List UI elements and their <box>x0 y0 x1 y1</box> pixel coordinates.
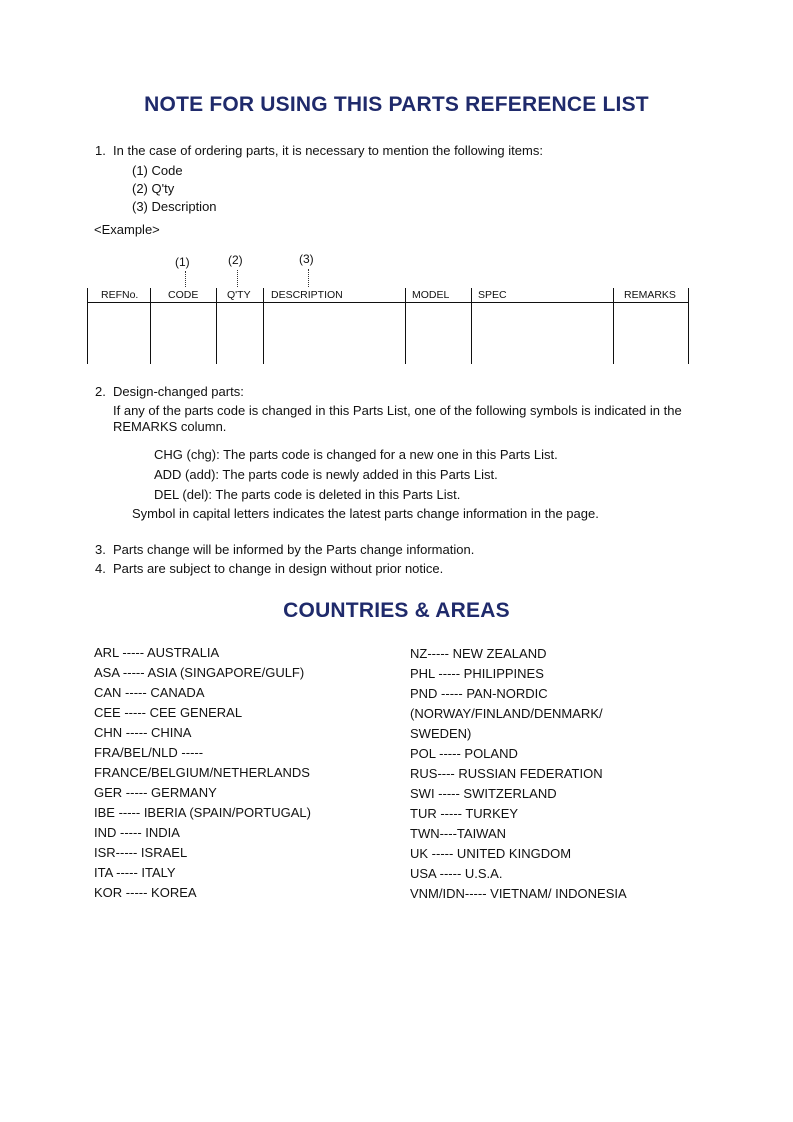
country-item: ARL ----- AUSTRALIA <box>94 645 220 660</box>
country-item: ITA ----- ITALY <box>94 865 176 880</box>
countries-title: COUNTRIES & AREAS <box>283 599 510 622</box>
header-remarks: REMARKS <box>624 289 676 301</box>
table-col-line <box>87 288 88 364</box>
country-item: SWI ----- SWITZERLAND <box>410 786 557 801</box>
country-item: TWN----TAIWAN <box>410 826 507 841</box>
header-model: MODEL <box>412 289 450 301</box>
section-2-number: 2. <box>95 384 106 399</box>
symbol-del: DEL (del): The parts code is deleted in this Parts List. <box>154 487 461 502</box>
country-item: ISR----- ISRAEL <box>94 845 188 860</box>
section-2-heading: Design-changed parts: <box>113 384 244 399</box>
header-ref: REFNo. <box>101 289 139 301</box>
country-item: VNM/IDN----- VIETNAM/ INDONESIA <box>410 886 627 901</box>
section-4 <box>95 561 443 576</box>
symbol-add: ADD (add): The parts code is newly added in this Parts List. <box>154 467 498 482</box>
table-col-line <box>216 288 217 364</box>
table-col-line <box>405 288 406 364</box>
country-item: ASA ----- ASIA (SINGAPORE/GULF) <box>94 665 305 680</box>
marker-2-leader <box>237 270 238 287</box>
country-item: FRA/BEL/NLD ----- <box>94 745 204 760</box>
section-2-note: Symbol in capital letters indicates the latest parts change information in the page. <box>132 506 599 521</box>
section-4-number: 4. <box>95 561 106 576</box>
table-header-rule <box>87 302 689 303</box>
table-col-line <box>263 288 264 364</box>
section-3 <box>95 542 474 557</box>
header-description: DESCRIPTION <box>271 289 343 301</box>
section-2 <box>95 384 244 399</box>
country-item: SWEDEN) <box>410 726 472 741</box>
header-spec: SPEC <box>478 289 507 301</box>
item-code: (1) Code <box>132 163 183 178</box>
marker-2: (2) <box>228 253 243 267</box>
symbol-chg: CHG (chg): The parts code is changed for a new one in this Parts List. <box>154 447 558 462</box>
section-2-line-2: REMARKS column. <box>113 419 227 434</box>
section-1 <box>95 143 543 158</box>
item-qty: (2) Q'ty <box>132 181 175 196</box>
section-3-text: Parts change will be informed by the Parts change information. <box>113 542 475 557</box>
country-item: IND ----- INDIA <box>94 825 180 840</box>
country-item: CAN ----- CANADA <box>94 685 205 700</box>
section-2-line-1: If any of the parts code is changed in this Parts List, one of the following symbols is indicated in the <box>113 403 682 418</box>
country-item: POL ----- POLAND <box>410 746 518 761</box>
country-item: CEE ----- CEE GENERAL <box>94 705 243 720</box>
country-item: IBE ----- IBERIA (SPAIN/PORTUGAL) <box>94 805 311 820</box>
example-label: <Example> <box>94 222 160 237</box>
country-item: GER ----- GERMANY <box>94 785 217 800</box>
marker-3-leader <box>308 269 309 287</box>
country-item: NZ----- NEW ZEALAND <box>410 646 547 661</box>
country-item: CHN ----- CHINA <box>94 725 192 740</box>
country-item: PND ----- PAN-NORDIC <box>410 686 548 701</box>
country-item: UK ----- UNITED KINGDOM <box>410 846 572 861</box>
marker-1-leader <box>185 271 186 287</box>
country-item: RUS---- RUSSIAN FEDERATION <box>410 766 603 781</box>
marker-1: (1) <box>175 255 190 269</box>
country-item: USA ----- U.S.A. <box>410 866 503 881</box>
marker-3: (3) <box>299 252 314 266</box>
section-1-text: In the case of ordering parts, it is necessary to mention the following items: <box>113 143 543 158</box>
table-col-line <box>688 288 689 364</box>
page-title: NOTE FOR USING THIS PARTS REFERENCE LIST <box>144 93 649 116</box>
country-item: TUR ----- TURKEY <box>410 806 519 821</box>
header-qty: Q'TY <box>227 289 251 301</box>
table-col-line <box>613 288 614 364</box>
country-item: KOR ----- KOREA <box>94 885 197 900</box>
section-1-number: 1. <box>95 143 106 158</box>
country-item: FRANCE/BELGIUM/NETHERLANDS <box>94 765 310 780</box>
item-description: (3) Description <box>132 199 217 214</box>
table-col-line <box>150 288 151 364</box>
country-item: (NORWAY/FINLAND/DENMARK/ <box>410 706 603 721</box>
header-code: CODE <box>168 289 199 301</box>
table-col-line <box>471 288 472 364</box>
section-3-number: 3. <box>95 542 106 557</box>
country-item: PHL ----- PHILIPPINES <box>410 666 544 681</box>
section-4-text: Parts are subject to change in design without prior notice. <box>113 561 444 576</box>
